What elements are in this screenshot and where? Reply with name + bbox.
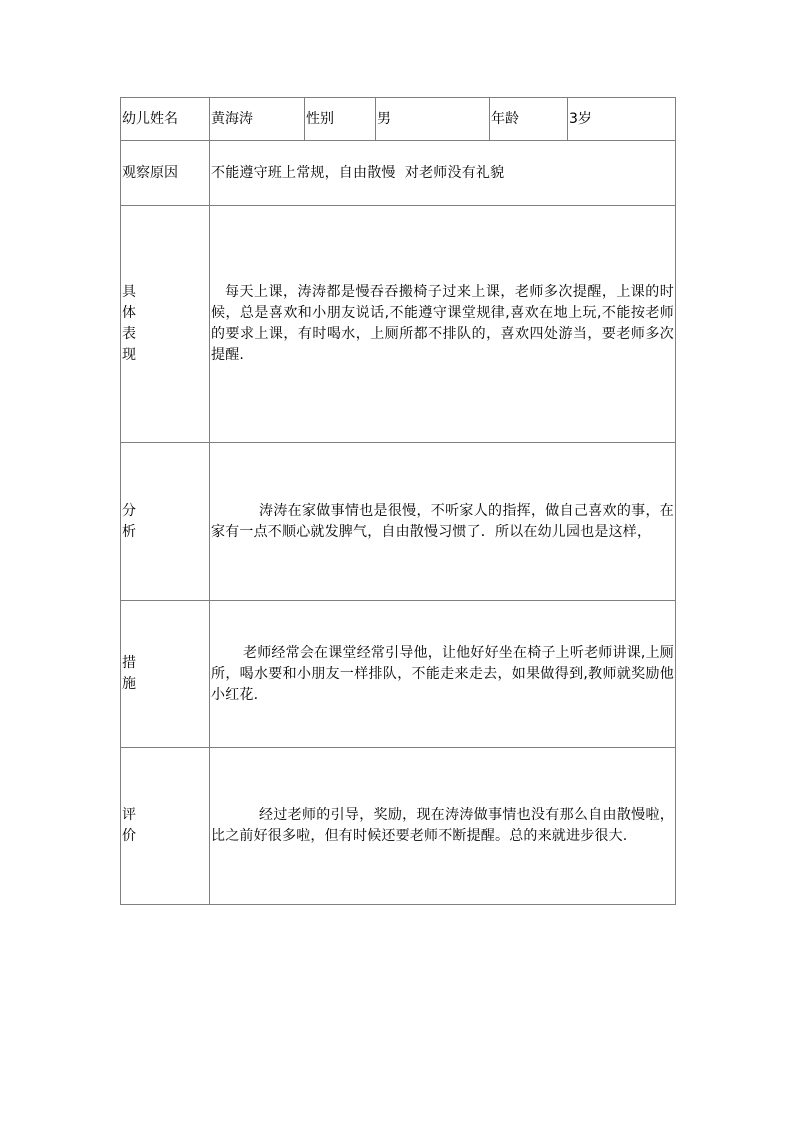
measure-text: 老师经常会在课堂经常引导他，让他好好坐在椅子上听老师讲课,上厕所，喝水要和小朋友一样排队，不能走来走去，如果做得到,教师就奖励他小红花. [211,644,674,703]
analysis-row [121,443,676,601]
evaluation-label: 评价 [122,807,136,844]
evaluation-cell [210,748,676,905]
name-label: 幼儿姓名 [121,98,210,141]
measure-cell [210,601,676,748]
evaluation-text: 经过老师的引导，奖励，现在涛涛做事情也没有那么自由散慢啦，比之前好很多啦，但有时候还要老师不断提醒。总的来就进步很大. [211,807,674,844]
detail-row [121,206,676,443]
evaluation-label-cell [121,748,210,905]
measure-row [121,601,676,748]
analysis-cell [210,443,676,601]
measure-label-cell [121,601,210,748]
detail-label-cell [121,206,210,443]
detail-text: 每天上课，涛涛都是慢吞吞搬椅子过来上课，老师多次提醒，上课的时候，总是喜欢和小朋友说话,不能遵守课堂规律,喜欢在地上玩,不能按老师的要求上课，有时喝水，上厕所都不排队的，喜欢四处游当，要老师多次提醒. [211,284,674,363]
measure-label: 措施 [122,655,136,692]
analysis-text: 涛涛在家做事情也是很慢，不听家人的指挥，做自己喜欢的事，在家有一点不顺心就发脾气，自由散慢习惯了．所以在幼儿园也是这样， [211,502,674,540]
observation-record-table [120,97,676,905]
reason-value [210,141,676,206]
analysis-label-cell [121,443,210,601]
reason-row [121,141,676,206]
reason-label: 观察原因 [121,141,210,206]
reason-text: 不能遵守班上常规，自由散慢 对老师没有礼貌 [211,164,505,181]
detail-label: 具体表现 [122,284,136,363]
analysis-label: 分析 [122,502,136,540]
age-value: 3岁 [568,98,676,141]
gender-label: 性别 [305,98,376,141]
detail-cell [210,206,676,443]
age-label: 年龄 [490,98,568,141]
gender-value: 男 [376,98,490,141]
info-row [121,98,676,141]
evaluation-row [121,748,676,905]
name-value: 黄海涛 [210,98,305,141]
